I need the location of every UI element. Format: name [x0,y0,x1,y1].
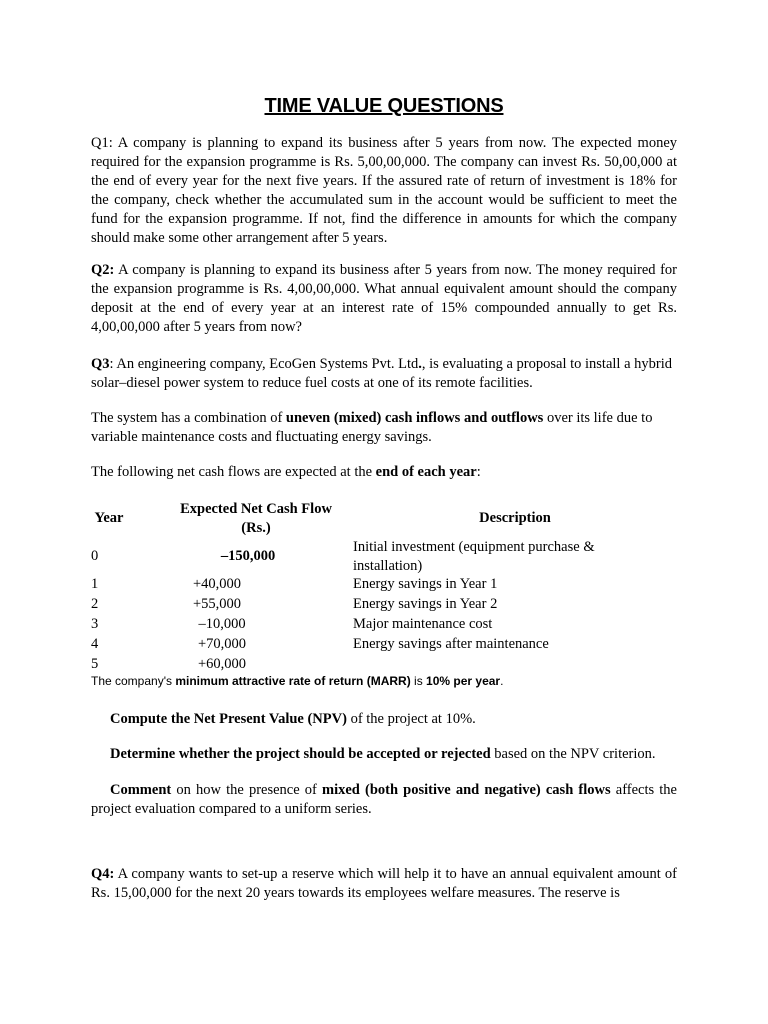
task-2 [91,745,677,764]
question-3-cashflow-note [91,409,677,447]
table-row-4-flow: +70,000 [197,636,247,652]
table-header-description: Description [479,510,551,526]
question-2-label: Q2: [91,262,115,278]
task-3-bold-2: mixed (both positive and negative) cash flows [322,782,611,798]
table-intro-b: : [476,464,481,480]
question-3-table-intro [91,463,677,482]
table-row-5-flow: +60,000 [197,656,247,672]
table-row-4-year: 4 [91,636,99,652]
task-3-text-mid: on how the presence of [171,782,323,798]
question-4-label: Q4: [91,866,115,882]
table-row-3-flow: –10,000 [198,616,246,632]
table-intro-a: The following net cash flows are expected at the [91,464,376,480]
question-1-text: Q1: A company is planning to expand its business after 5 years from now. The expected money required for the expansion programme is Rs. 5,00,00,000. The company can invest Rs. 50,00,000 at the end of every year for the next five years. If the assured rate of return of investment is 18% for the company, check whether the accumulated sum in the account would be sufficient to meet the fund for the expansion programme. If not, find the difference in amounts for which the company should make some other arrangement after 5 years. [91,135,677,246]
marr-bold-1: minimum attractive rate of return (MARR) [175,674,411,688]
question-3-label: Q3 [91,356,110,372]
question-4 [91,865,677,903]
marr-text-c: . [500,674,504,688]
marr-note [91,673,503,689]
marr-text-a: The company's [91,674,176,688]
cashflow-note-b: over its life due to variable maintenance costs and fluctuating energy savings. [91,410,653,445]
table-header-cash-flow: Expected Net Cash Flow (Rs.) [180,501,332,536]
question-2 [91,261,677,337]
table-intro-bold: end of each year [375,464,477,480]
question-2-text: A company is planning to expand its business after 5 years from now. The money required for the expansion programme is Rs. 4,00,00,000. What annual equivalent amount should the company deposit at the end of every year at an interest rate of 15% compounded annually to get Rs. 4,00,00,000 after 5 years from now? [91,262,677,335]
marr-bold-2: 10% per year [426,674,501,688]
task-3-bold-1: Comment [110,782,172,798]
task-1-bold: Compute the Net Present Value (NPV) [110,711,347,727]
table-row-2-description: Energy savings in Year 2 [353,596,498,612]
table-row-2-flow: +55,000 [192,596,242,612]
table-row-3-description: Major maintenance cost [353,616,493,632]
table-row-0-description: Initial investment (equipment purchase & installation) [353,539,595,574]
marr-text-b: is [410,674,427,688]
task-2-text: based on the NPV criterion. [490,746,656,762]
table-row-5-year: 5 [91,656,99,672]
question-3-intro [91,355,677,393]
question-1 [91,134,677,248]
table-header-year: Year [94,510,124,526]
question-3-intro-text-b: , is evaluating a proposal to install a hybrid solar–diesel power system to reduce fuel costs at one of its remote facilities. [91,356,672,391]
task-2-bold: Determine whether the project should be accepted or rejected [110,746,491,762]
task-1 [91,710,677,729]
cashflow-note-a: The system has a combination of [91,410,286,426]
question-4-text: A company wants to set-up a reserve which will help it to have an annual equivalent amount of Rs. 15,00,000 for the next 20 years towards its employees welfare measures. The reserve is [91,866,677,901]
table-row-3-year: 3 [91,616,99,632]
task-3-text-rest: affects the project evaluation compared to a uniform series. [91,782,677,817]
table-row-1-year: 1 [91,576,99,592]
cashflow-note-bold: uneven (mixed) cash inflows and outflows [285,410,544,426]
question-3-intro-dot: . [418,356,422,372]
table-row-1-flow: +40,000 [192,576,242,592]
task-3 [91,781,677,819]
table-row-2-year: 2 [91,596,99,612]
table-row-1-description: Energy savings in Year 1 [353,576,498,592]
task-1-text: of the project at 10%. [346,711,476,727]
table-row-4-description: Energy savings after maintenance [353,636,549,652]
question-3-intro-text-a: : An engineering company, EcoGen Systems Pvt. Ltd [109,356,419,372]
table-row-0-year: 0 [91,548,99,564]
table-row-0-flow: –150,000 [220,548,276,564]
page-title: TIME VALUE QUESTIONS [264,95,504,117]
